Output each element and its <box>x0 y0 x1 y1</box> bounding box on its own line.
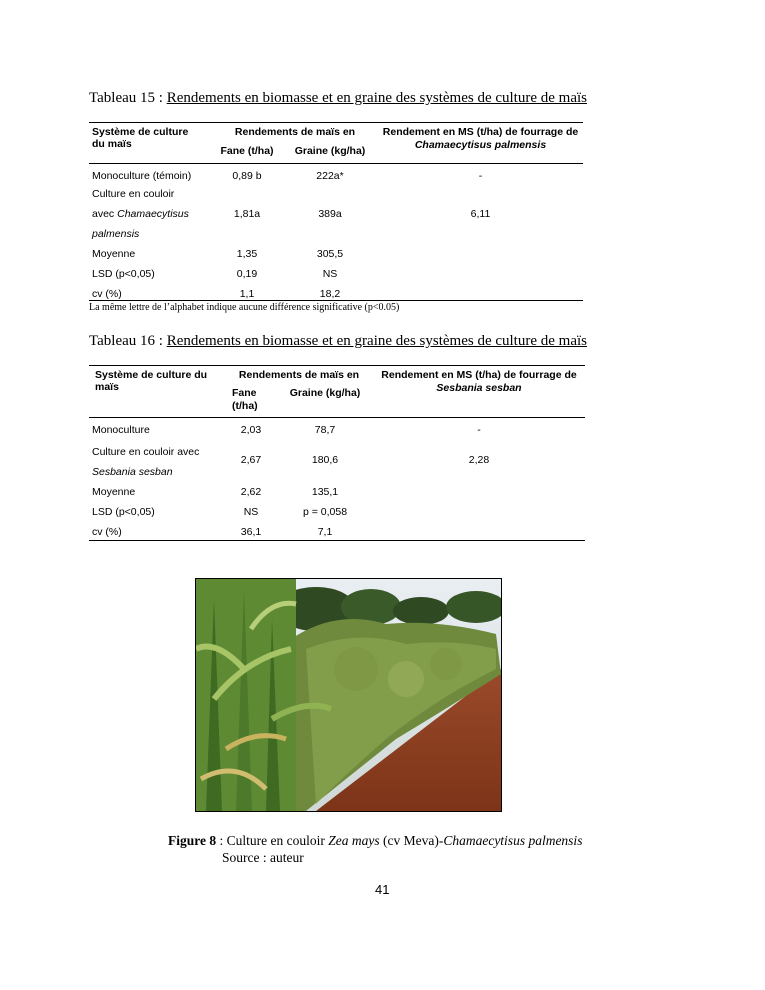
figure-text-mid: (cv Meva)- <box>379 833 444 848</box>
cell-graine: 18,2 <box>319 287 341 300</box>
cell-ms: 6,11 <box>470 207 491 220</box>
table-15-caption <box>89 89 587 107</box>
row-label-monoculture: Monoculture <box>92 424 150 436</box>
table-16-header-system: Système de culture du maïs <box>95 369 208 393</box>
cell-fane: 1,35 <box>236 247 258 260</box>
table-15-caption-prefix: Tableau 15 : <box>89 90 167 106</box>
row-label-moyenne: Moyenne <box>92 247 136 260</box>
table-row <box>89 224 583 244</box>
page-number: 41 <box>375 882 390 897</box>
table-15-header-graine: Graine (kg/ha) <box>294 145 366 157</box>
table-16-header-ms-prefix: Rendement en MS (t/ha) de fourrage de <box>381 369 577 381</box>
table-15-caption-title: Rendements en biomasse et en graine des systèmes de culture de maïs <box>166 90 587 106</box>
table-15-header-row-1 <box>89 123 583 144</box>
table-row <box>89 264 583 284</box>
alley-cropping-photo <box>196 579 501 811</box>
table-row <box>89 244 583 264</box>
row-label-couloir-species: Sesbania sesban <box>92 465 173 478</box>
table-16-header-fane: Fane (t/ha) <box>232 387 258 412</box>
figure-8-caption <box>168 833 582 849</box>
table-15-header-fane: Fane (t/ha) <box>220 145 274 157</box>
table-16-header-graine: Graine (kg/ha) <box>289 387 361 399</box>
row-label-lsd: LSD (p<0,05) <box>92 267 155 280</box>
table-16-header-group: Rendements de maïs en <box>238 369 360 381</box>
table-row <box>89 164 583 184</box>
table-16 <box>89 365 585 541</box>
table-16-header-row-1 <box>89 366 585 386</box>
crop-photo <box>195 578 502 812</box>
cell-graine: 78,7 <box>314 424 336 436</box>
table-row <box>89 438 585 482</box>
figure-label: Figure 8 <box>168 833 217 848</box>
table-15-header-ms-prefix: Rendement en MS (t/ha) de fourrage de <box>382 126 579 138</box>
row-label-moyenne: Moyenne <box>92 485 136 498</box>
table-16-caption-prefix: Tableau 16 : <box>89 333 167 349</box>
table-row <box>89 482 585 502</box>
table-row <box>89 284 583 301</box>
figure-source: Source : auteur <box>222 850 304 865</box>
row-label-couloir-line1: Culture en couloir <box>92 187 175 200</box>
cell-fane: 2,67 <box>240 453 262 466</box>
figure-text-prefix: : Culture en couloir <box>216 833 329 848</box>
row-label-cv: cv (%) <box>92 287 122 300</box>
figure-species-2: Chamaecytisus palmensis <box>443 833 583 848</box>
table-15-header-group: Rendements de maïs en <box>234 126 356 138</box>
cell-ms: 2,28 <box>468 453 490 466</box>
table-row <box>89 522 585 541</box>
cell-graine: 305,5 <box>316 247 344 260</box>
cell-fane: 2,62 <box>240 485 262 498</box>
cell-graine: 135,1 <box>311 485 339 498</box>
row-label-lsd: LSD (p<0,05) <box>92 505 155 518</box>
table-row <box>89 184 583 204</box>
row-label-couloir-line3-species: palmensis <box>92 227 140 240</box>
table-15-footnote: La même lettre de l’alphabet indique aucune différence significative (p<0.05) <box>89 302 400 313</box>
row-label-monoculture: Monoculture (témoin) <box>92 170 192 182</box>
table-row <box>89 418 585 438</box>
cell-fane: 0,19 <box>236 267 258 280</box>
figure-species-1: Zea mays <box>328 833 380 848</box>
table-16-caption <box>89 332 587 350</box>
row-label-couloir-line2-prefix: avec <box>92 207 118 220</box>
table-15 <box>89 122 583 301</box>
table-row <box>89 204 583 224</box>
cell-fane: NS <box>243 505 259 518</box>
cell-fane: 1,81a <box>233 207 261 220</box>
cell-graine: p = 0,058 <box>302 505 348 518</box>
cell-fane: 1,1 <box>239 287 255 300</box>
cell-fane: 2,03 <box>240 424 262 436</box>
table-row <box>89 502 585 522</box>
cell-fane: 36,1 <box>240 525 262 538</box>
row-label-cv: cv (%) <box>92 525 122 538</box>
table-16-caption-title: Rendements en biomasse et en graine des systèmes de culture de maïs <box>166 333 587 349</box>
table-16-header-ms-species: Sesbania sesban <box>436 382 522 394</box>
table-15-header-system: Système de culture du maïs <box>92 126 189 150</box>
row-label-couloir-line2-species: Chamaecytisus <box>117 207 189 220</box>
cell-graine: 222a* <box>316 170 344 182</box>
cell-graine: 389a <box>318 207 342 220</box>
cell-ms: - <box>478 170 483 182</box>
cell-fane: 0,89 b <box>232 170 262 182</box>
row-label-couloir-line1: Culture en couloir avec <box>92 445 200 458</box>
cell-graine: 7,1 <box>317 525 333 538</box>
table-15-header-ms-species: Chamaecytisus palmensis <box>414 139 547 151</box>
cell-ms: - <box>477 424 481 436</box>
cell-graine: NS <box>322 267 338 280</box>
cell-graine: 180,6 <box>311 453 339 466</box>
